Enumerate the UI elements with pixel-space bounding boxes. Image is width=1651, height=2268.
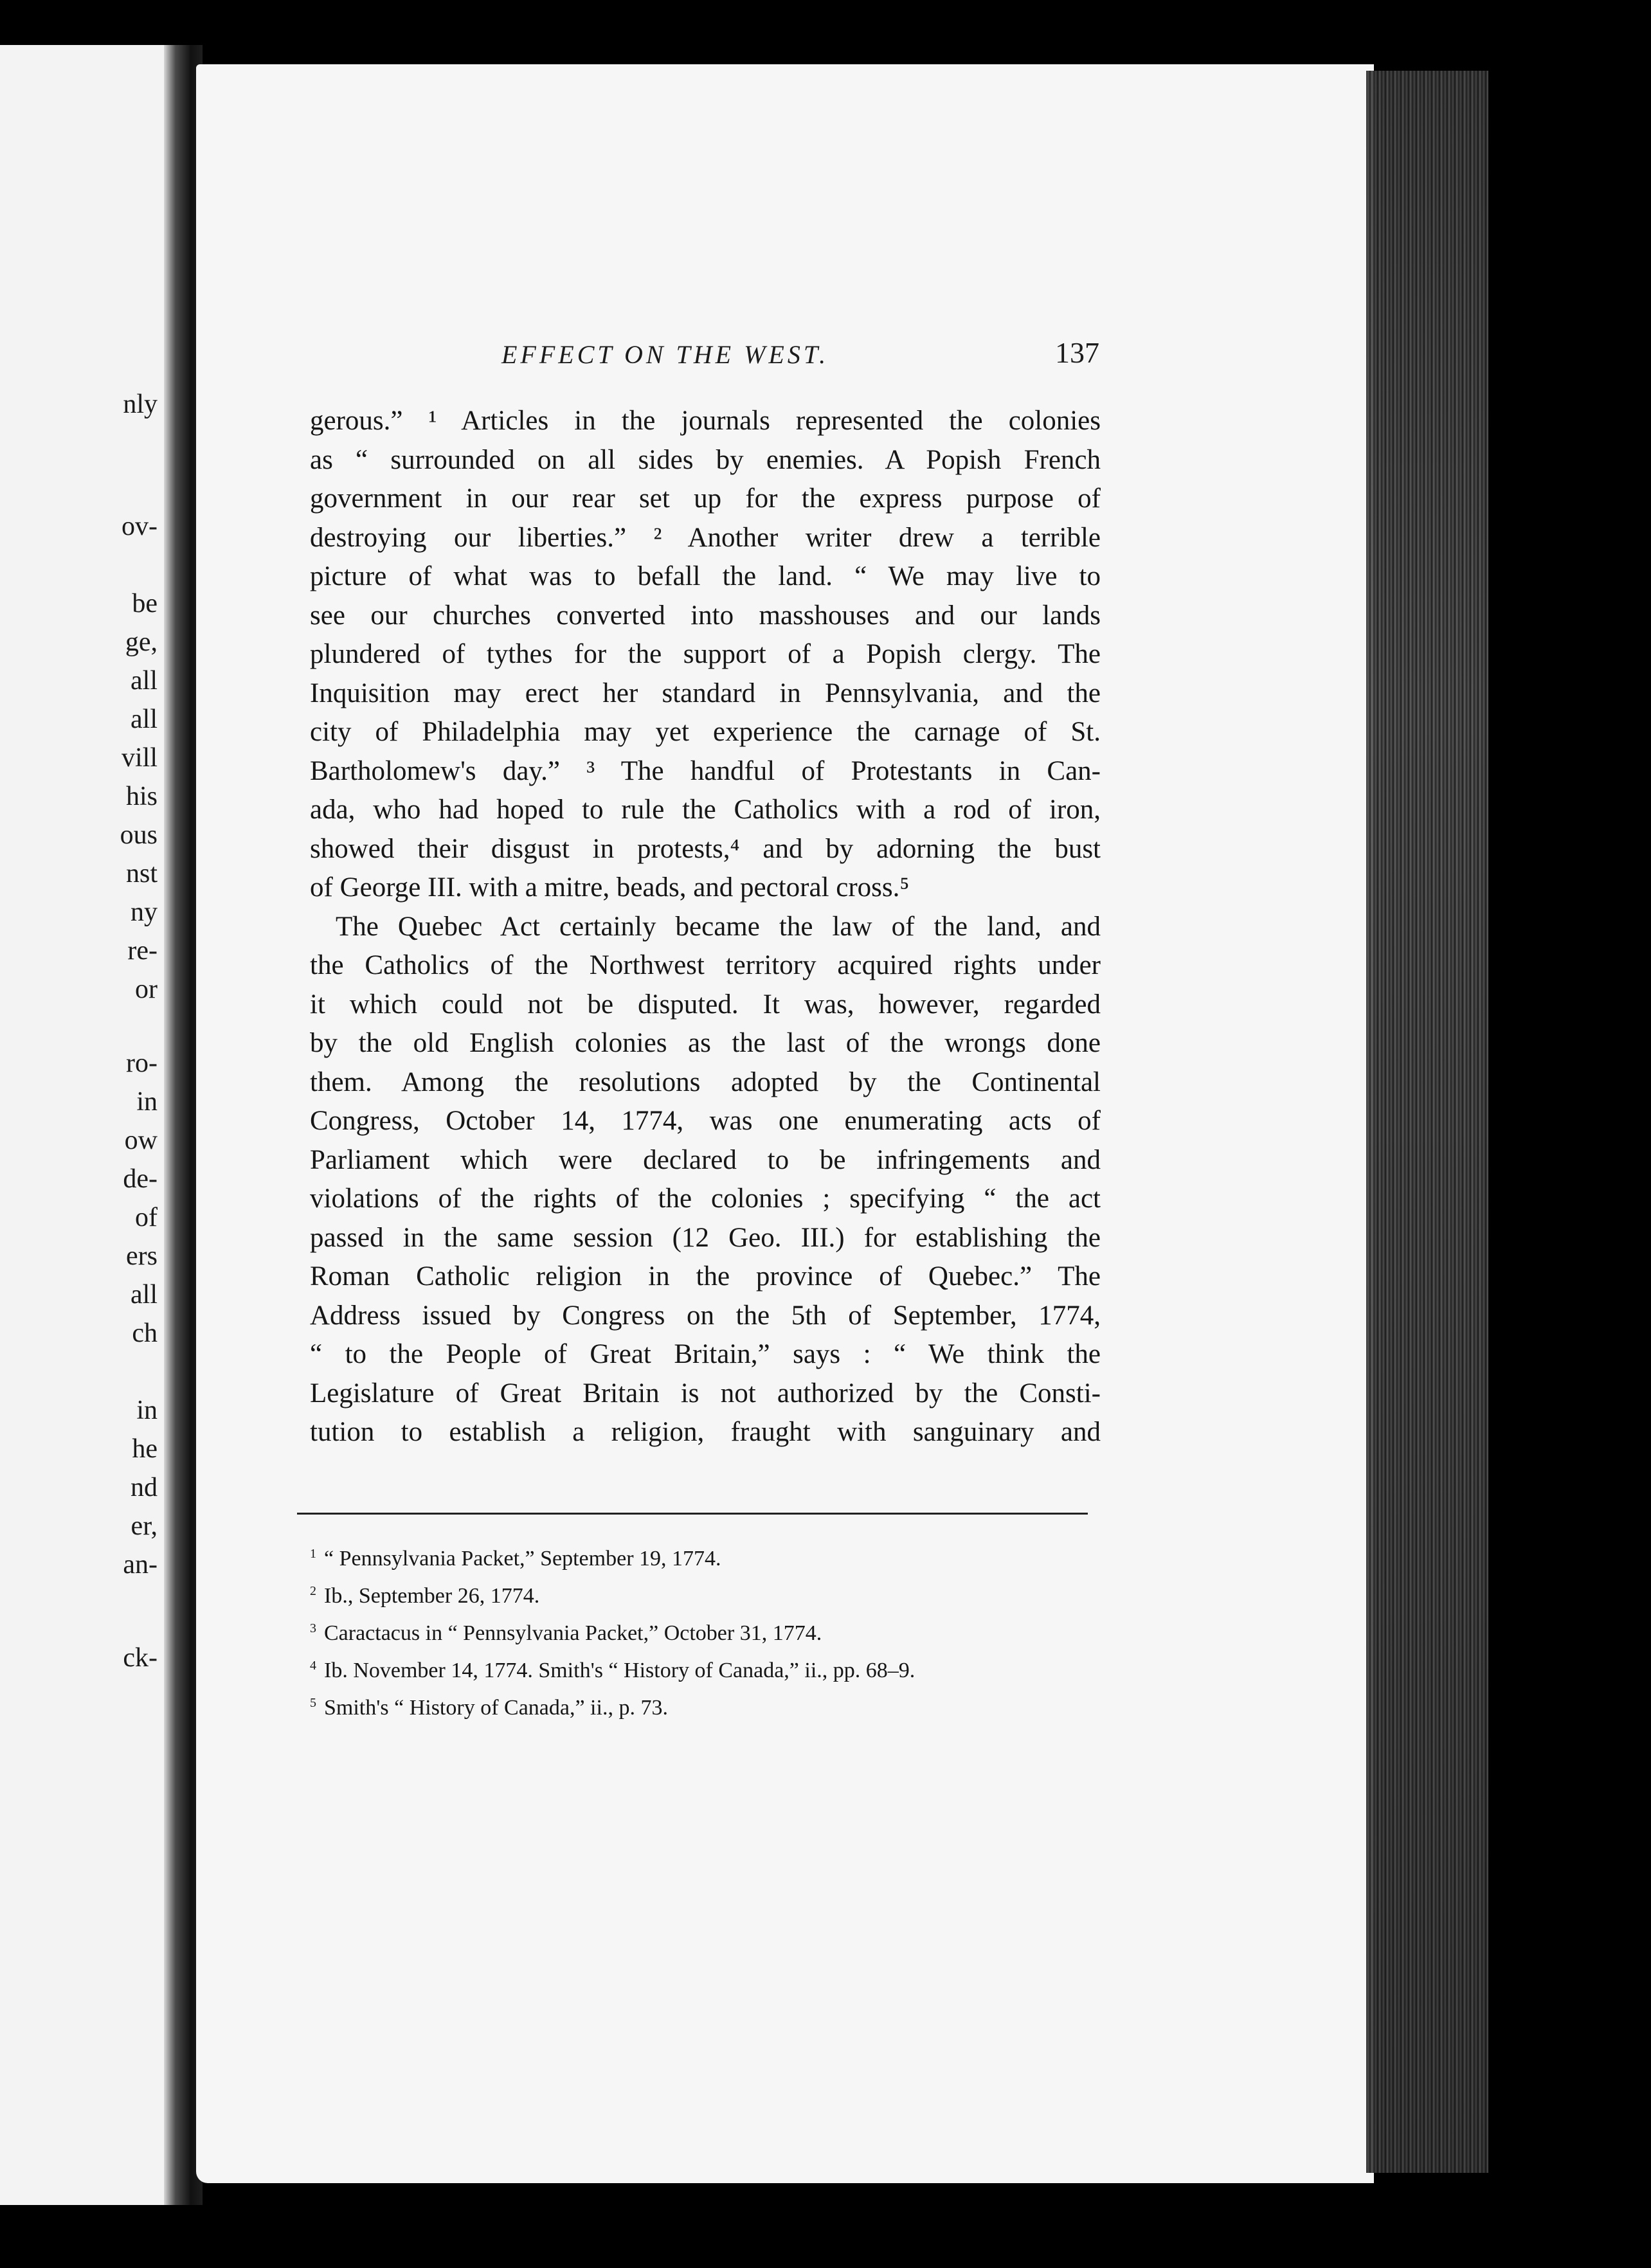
left-fragment: be bbox=[132, 589, 158, 618]
text-line: Inquisition may erect her standard in Pennsylvania, and the bbox=[310, 678, 1101, 708]
footnote-text: Ib., September 26, 1774. bbox=[324, 1584, 540, 1608]
footnote bbox=[310, 1612, 1101, 1650]
left-fragment: ow bbox=[124, 1126, 158, 1155]
text-line: the Catholics of the Northwest territory acquired rights under bbox=[310, 950, 1101, 980]
left-fragment: nst bbox=[125, 859, 158, 888]
text-line: as “ surrounded on all sides by enemies. A Popish French bbox=[310, 444, 1101, 475]
left-fragment: ers bbox=[126, 1241, 158, 1271]
left-fragment: all bbox=[131, 1280, 158, 1310]
left-fragment: vill bbox=[121, 743, 158, 773]
left-fragment: of bbox=[135, 1203, 158, 1232]
footnote-text: Caractacus in “ Pennsylvania Packet,” October 31, 1774. bbox=[324, 1621, 822, 1645]
left-fragment: de- bbox=[123, 1164, 158, 1194]
text-line: Address issued by Congress on the 5th of September, 1774, bbox=[310, 1300, 1101, 1331]
previous-page bbox=[0, 45, 164, 2205]
left-fragment: ge, bbox=[125, 627, 158, 657]
left-fragment: his bbox=[125, 782, 158, 811]
footnote bbox=[310, 1575, 1101, 1612]
left-fragment: ro- bbox=[126, 1048, 158, 1078]
text-line: tution to establish a religion, fraught with sanguinary and bbox=[310, 1417, 1101, 1447]
footnote-mark: 3 bbox=[310, 1621, 316, 1635]
text-line: it which could not be disputed. It was, however, regarded bbox=[310, 989, 1101, 1020]
left-fragment: all bbox=[131, 666, 158, 696]
footnote-rule bbox=[297, 1513, 1088, 1515]
left-fragment: nly bbox=[123, 390, 158, 419]
left-fragment: ov- bbox=[122, 512, 158, 541]
left-fragment: or bbox=[135, 975, 158, 1004]
footnote-text: “ Pennsylvania Packet,” September 19, 1774. bbox=[324, 1547, 721, 1571]
text-line: see our churches converted into masshouses and our lands bbox=[310, 600, 1101, 631]
left-fragment: ny bbox=[131, 897, 158, 927]
left-fragment: all bbox=[131, 705, 158, 734]
footnote-mark: 1 bbox=[310, 1547, 316, 1561]
text-line: government in our rear set up for the express purpose of bbox=[310, 483, 1101, 514]
footnote-mark: 2 bbox=[310, 1584, 316, 1598]
footnote-text: Smith's “ History of Canada,” ii., p. 73. bbox=[324, 1696, 668, 1720]
footnote-text: Ib. November 14, 1774. Smith's “ History of Canada,” ii., pp. 68–9. bbox=[324, 1659, 916, 1682]
footnote bbox=[310, 1538, 1101, 1575]
left-fragment: he bbox=[132, 1434, 158, 1464]
left-fragment: in bbox=[136, 1087, 158, 1117]
page-header bbox=[315, 336, 1099, 378]
text-line: violations of the rights of the colonies ; specifying “ the act bbox=[310, 1184, 1101, 1214]
left-fragment: re- bbox=[127, 936, 158, 966]
text-line: The Quebec Act certainly became the law of the land, and bbox=[336, 911, 1101, 942]
text-line: Legislature of Great Britain is not authorized by the Consti- bbox=[310, 1378, 1101, 1408]
text-line: showed their disgust in protests,⁴ and by adorning the bust bbox=[310, 833, 1101, 864]
text-line: “ to the People of Great Britain,” says : “ We think the bbox=[310, 1339, 1101, 1369]
left-fragment: ch bbox=[132, 1318, 158, 1348]
text-line: gerous.” ¹ Articles in the journals represented the colonies bbox=[310, 406, 1101, 436]
footnote bbox=[310, 1650, 1101, 1687]
text-line: of George III. with a mitre, beads, and pectoral cross.⁵ bbox=[310, 872, 910, 903]
running-head: EFFECT ON THE WEST. bbox=[501, 340, 829, 369]
text-line: Parliament which were declared to be infringements and bbox=[310, 1144, 1101, 1175]
text-line: Roman Catholic religion in the province of Quebec.” The bbox=[310, 1261, 1101, 1292]
body-text bbox=[310, 402, 1101, 1452]
page-number: 137 bbox=[1055, 336, 1099, 369]
text-line: Congress, October 14, 1774, was one enumerating acts of bbox=[310, 1106, 1101, 1136]
text-line: Bartholomew's day.” ³ The handful of Protestants in Can- bbox=[310, 755, 1101, 786]
left-fragment: ous bbox=[120, 820, 158, 850]
footnote-mark: 5 bbox=[310, 1696, 316, 1710]
left-fragment: er, bbox=[131, 1511, 158, 1541]
text-line: passed in the same session (12 Geo. III.) for establishing the bbox=[310, 1222, 1101, 1253]
left-fragment: nd bbox=[131, 1473, 158, 1502]
text-line: them. Among the resolutions adopted by the Continental bbox=[310, 1066, 1101, 1097]
text-line: by the old English colonies as the last of the wrongs done bbox=[310, 1028, 1101, 1058]
footnote bbox=[310, 1687, 1101, 1724]
left-fragment: an- bbox=[123, 1550, 158, 1580]
text-line: picture of what was to befall the land. “ We may live to bbox=[310, 561, 1101, 591]
text-line: ada, who had hoped to rule the Catholics with a rod of iron, bbox=[310, 795, 1101, 825]
left-fragment: in bbox=[136, 1396, 158, 1425]
page-edges bbox=[1366, 71, 1488, 2173]
text-line: city of Philadelphia may yet experience the carnage of St. bbox=[310, 717, 1101, 747]
text-line: plundered of tythes for the support of a Popish clergy. The bbox=[310, 639, 1101, 669]
text-line: destroying our liberties.” ² Another writer drew a terrible bbox=[310, 522, 1101, 553]
footnote-mark: 4 bbox=[310, 1659, 316, 1673]
footnotes bbox=[310, 1538, 1101, 1724]
left-fragment: ck- bbox=[123, 1643, 158, 1673]
